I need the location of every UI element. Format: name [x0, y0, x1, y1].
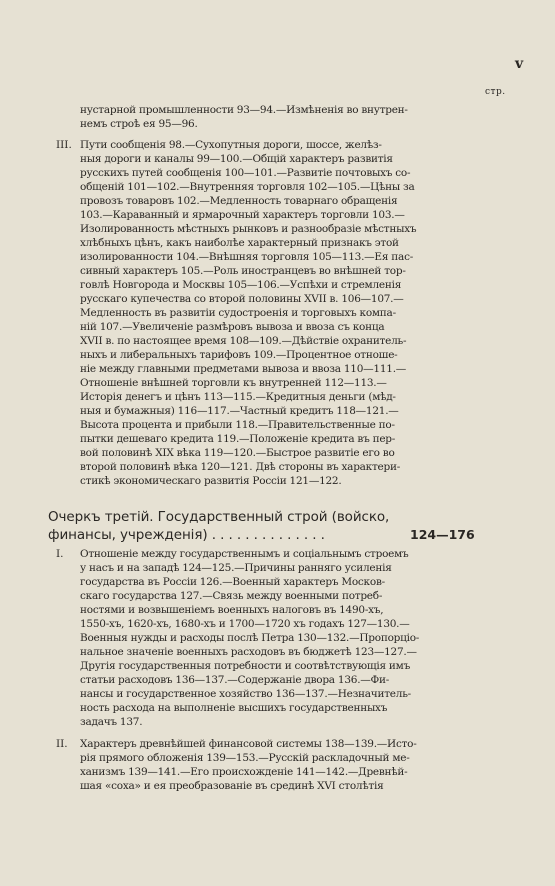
section-numeral: II. [56, 738, 68, 750]
text-line: сивный характеръ 105.—Роль иностранцевъ во внѣшней тор- [80, 265, 406, 277]
text-line: задачъ 137. [80, 716, 143, 728]
text-line: статьи расходовъ 136—137.—Содержаніе двора 136.—Фи- [80, 674, 390, 686]
page-number: v [515, 56, 524, 72]
text-line: 1550-хъ, 1620-хъ, 1680-хъ и 1700—1720 хъ годахъ 127—130.— [80, 618, 410, 630]
text-line: вой половинѣ XIX вѣка 119—120.—Быстрое развитіе его во [80, 447, 395, 459]
text-line: ніе между главными предметами вывоза и ввоза 110—111.— [80, 363, 407, 375]
text-line: Высота процента и прибыли 118.—Правительственные по- [80, 419, 395, 431]
text-line: стикѣ экономическаго развитія Россіи 121—122. [80, 475, 342, 487]
section-numeral: I. [56, 548, 64, 560]
text-line: пытки дешеваго кредита 119.—Положеніе кредита въ пер- [80, 433, 396, 445]
text-line: нансы и государственное хозяйство 136—137.—Незначитель- [80, 688, 411, 700]
text-line: Отношеніе между государственнымъ и соціальнымъ строемъ [80, 548, 409, 560]
text-line: ностями и возвышеніемъ военныхъ налоговъ въ 1490-хъ, [80, 604, 384, 616]
text-line: нальное значеніе военныхъ расходовъ въ бюджетѣ 123—127.— [80, 646, 417, 658]
essay-page-range: 124—176 [410, 527, 475, 542]
text-line: ныя и бумажныя) 116—117.—Частный кредитъ 118—121.— [80, 405, 399, 417]
text-line: рія прямого обложенія 139—153.—Русскій раскладочный ме- [80, 752, 410, 764]
text-line: Пути сообщенія 98.—Сухопутныя дороги, шоссе, желѣз- [80, 139, 382, 151]
text-line: Военныя нужды и расходы послѣ Петра 130—132.—Пропорціо- [80, 632, 420, 644]
text-line: ныхъ и либеральныхъ тарифовъ 109.—Процентное отноше- [80, 349, 398, 361]
text-line: немъ строѣ ея 95—96. [80, 118, 198, 130]
column-header: стр. [485, 87, 506, 97]
essay-title: Очеркъ третій. Государственный строй (войско, [48, 509, 390, 525]
text-line: 103.—Караванный и ярмарочный характеръ торговли 103.— [80, 209, 405, 221]
text-line: XVII в. по настоящее время 108—109.—Дѣйствіе охранитель- [80, 335, 407, 347]
text-line: Другія государственныя потребности и соотвѣтствующія имъ [80, 660, 411, 672]
text-line: ханизмъ 139—141.—Его происхожденіе 141—142.—Древнѣй- [80, 766, 408, 778]
text-line: Исторія денегъ и цѣнъ 113—115.—Кредитныя деньги (мѣд- [80, 391, 396, 403]
text-line: Характеръ древнѣйшей финансовой системы 138—139.—Исто- [80, 738, 417, 750]
text-line: у насъ и на западѣ 124—125.—Причины ранняго усиленія [80, 562, 392, 574]
text-line: государства въ Россіи 126.—Военный характеръ Москов- [80, 576, 385, 588]
text-line: Медленность въ развитіи судостроенія и торговыхъ компа- [80, 307, 396, 319]
essay-title-cont: финансы, учрежденія) . . . . . . . . . . . . . . [48, 527, 325, 543]
text-line: русскихъ путей сообщенія 100—101.—Развитіе почтовыхъ со- [80, 167, 411, 179]
text-line: второй половинѣ вѣка 120—121. Двѣ стороны въ характери- [80, 461, 401, 473]
text-line: говлѣ Новгорода и Москвы 105—106.—Успѣхи и стремленія [80, 279, 402, 291]
text-line: Отношеніе внѣшней торговли къ внутренней 112—113.— [80, 377, 387, 389]
text-line: ній 107.—Увеличеніе размѣровъ вывоза и ввоза съ конца [80, 321, 385, 333]
text-line: общеній 101—102.—Внутренняя торговля 102—105.—Цѣны за [80, 181, 415, 193]
text-line: изолированности 104.—Внѣшняя торговля 105—113.—Ея пас- [80, 251, 413, 263]
text-line: ныя дороги и каналы 99—100.—Общій характеръ развитія [80, 153, 393, 165]
text-line: нустарной промышленности 93—94.—Измѣненія во внутрен- [80, 104, 408, 116]
text-line: русскаго купечества со второй половины XVII в. 106—107.— [80, 293, 404, 305]
text-line: ность расхода на выполненіе высшихъ государственныхъ [80, 702, 388, 714]
text-line: хлѣбныхъ цѣнъ, какъ наиболѣе характерный признакъ этой [80, 237, 399, 249]
section-numeral: III. [56, 139, 72, 151]
text-line: Изолированность мѣстныхъ рынковъ и разнообразіе мѣстныхъ [80, 223, 417, 235]
text-line: шая «соха» и ея преобразованіе въ срединѣ XVI столѣтія [80, 780, 384, 792]
text-line: скаго государства 127.—Связь между военными потреб- [80, 590, 383, 602]
text-line: провозъ товаровъ 102.—Медленность товарнаго обращенія [80, 195, 398, 207]
